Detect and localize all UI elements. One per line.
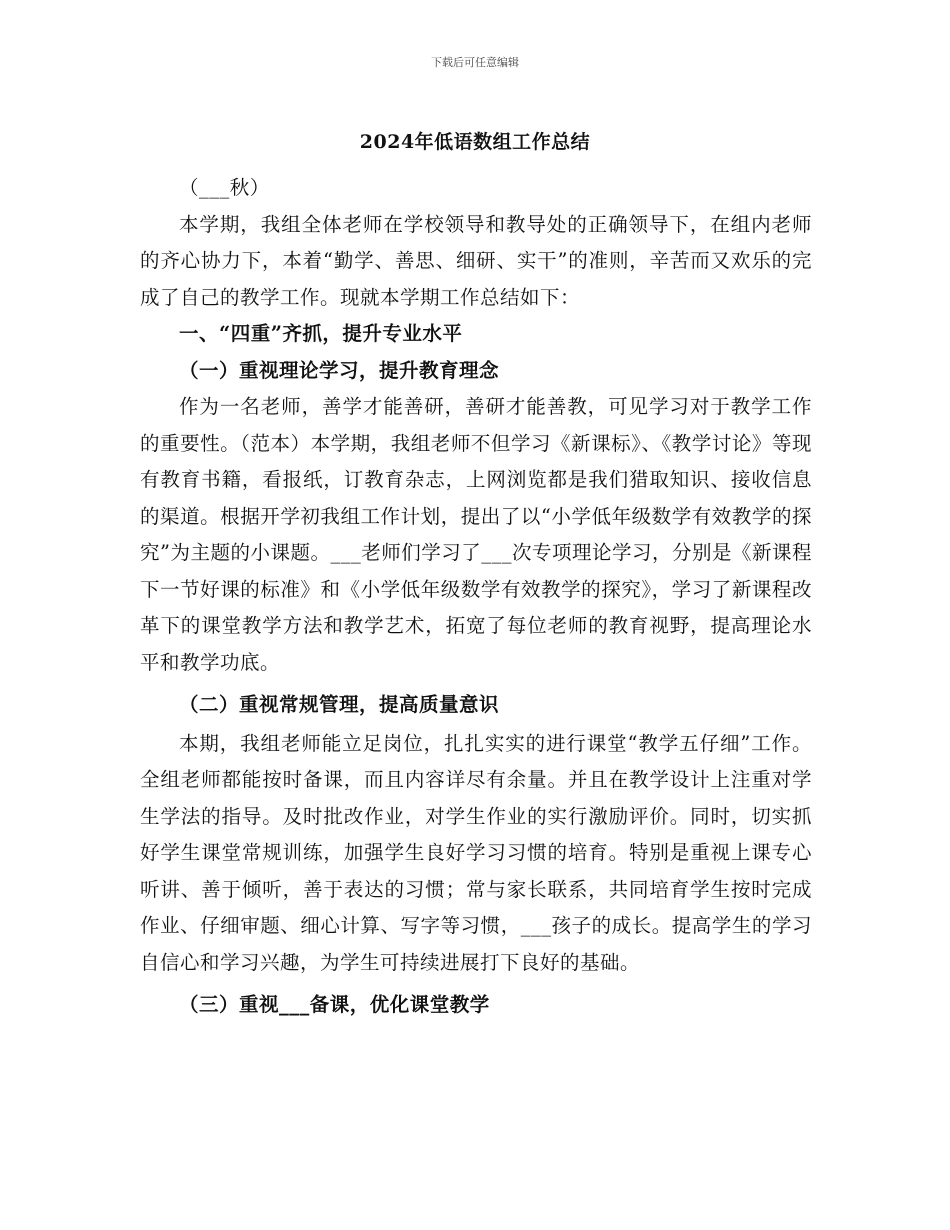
subsection-2-paragraph: 本期，我组老师能立足岗位，扎扎实实的进行课堂“教学五仔细”工作。全组老师都能按时备课，而且内容详尽有余量。并且在教学设计上注重对学生学法的指导。及时批改作业，对学生作业的实行激励评价。同时，切实抓好学生课堂常规训练，加强学生良好学习习惯的培育。特别是重视上课专心听讲、善于倾听，善于表达的习惯；常与家长联系，共同培育学生按时完成作业、仔细审题、细心计算、写字等习惯，___孩子的成长。提高学生的学习自信心和学习兴趣，为学生可持续进展打下良好的基础。	[140, 731, 812, 974]
date-line: （___秋）	[179, 176, 270, 199]
subsection-1-paragraph: 作为一名老师，善学才能善研，善研才能善教，可见学习对于教学工作的重要性。（范本）本学期，我组老师不但学习《新课标》、《教学讨论》等现有教育书籍，看报纸，订教育杂志，上网浏览都是我们猎取知识、接收信息的渠道。根据开学初我组工作计划，提出了以“小学低年级数学有效教学的探究”为主题的小课题。___老师们学习了___次专项理论学习，分别是《新课程下一节好课的标准》和《小学低年级数学有效教学的探究》，学习了新课程改革下的课堂教学方法和教学艺术，拓宽了每位老师的教育视野，提高理论水平和教学功底。	[140, 395, 812, 674]
intro-paragraph: 本学期，我组全体老师在学校领导和教导处的正确领导下，在组内老师的齐心协力下，本着“勤学、善思、细研、实干”的准则，辛苦而又欢乐的完成了自己的教学工作。现就本学期工作总结如下：	[140, 212, 812, 309]
subsection-3-heading: （三）重视___备课，优化课堂教学	[179, 993, 490, 1016]
page-header-note: 下载后可任意编辑	[431, 56, 519, 69]
section-1-heading: 一、“四重”齐抓，提升专业水平	[179, 322, 463, 345]
document-body	[140, 170, 812, 1026]
document-title: 2024年低语数组工作总结	[359, 131, 591, 153]
subsection-1-heading: （一）重视理论学习，提升教育理念	[179, 358, 500, 382]
subsection-2-heading: （二）重视常规管理，提高质量意识	[179, 693, 500, 716]
